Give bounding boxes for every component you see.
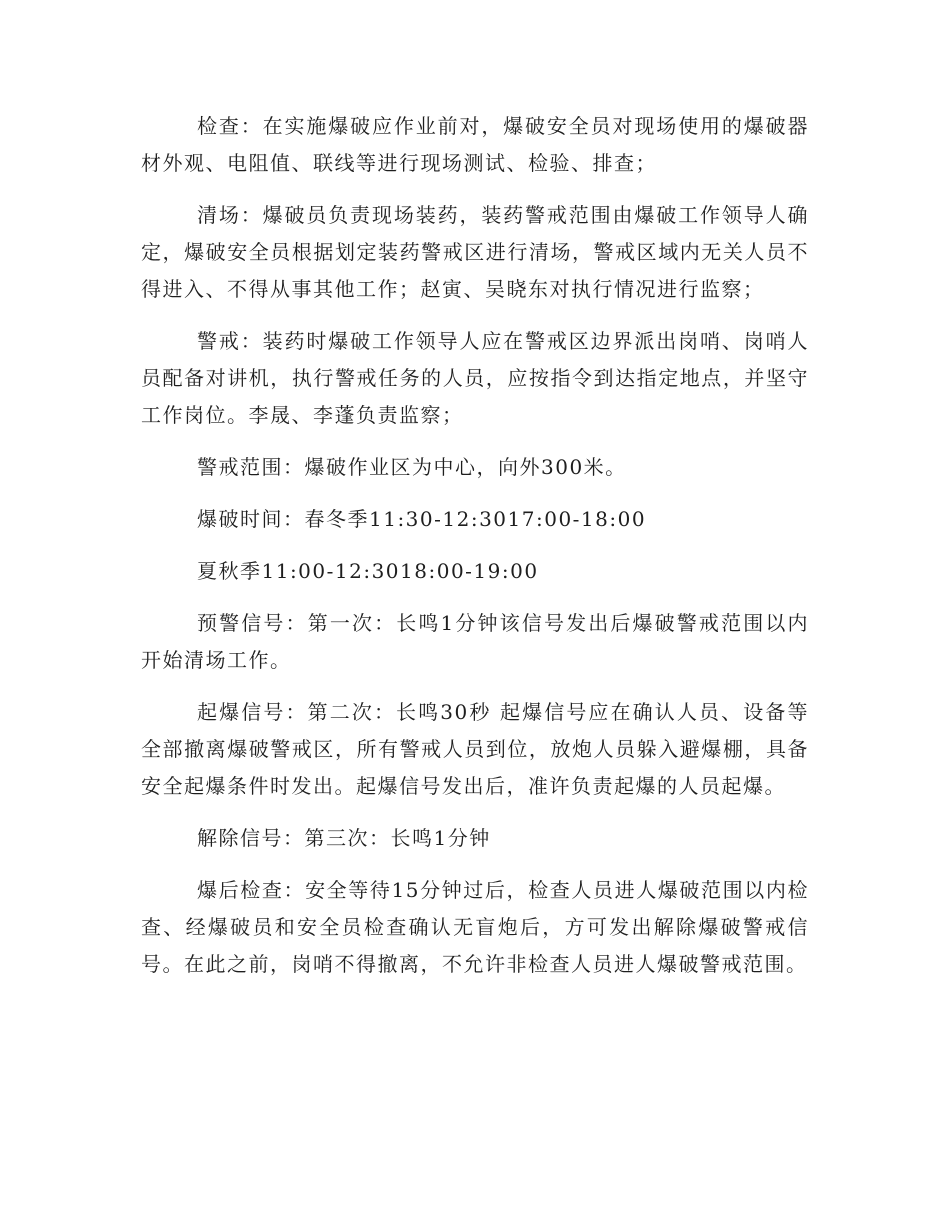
paragraph-detonation-signal: 起爆信号：第二次：长鸣30秒 起爆信号应在确认人员、设备等全部撤离爆破警戒区，所有警戒人员到位，放炮人员躲入避爆棚，具备安全起爆条件时发出。起爆信号发出后，准许负责起爆的人员起爆。 [141,700,809,798]
paragraph-clearing: 清场：爆破员负责现场装药，装药警戒范围由爆破工作领导人确定，爆破安全员根据划定装药警戒区进行清场，警戒区域内无关人员不得进入、不得从事其他工作；赵寅、吴晓东对执行情况进行监察； [141,203,809,301]
paragraph-all-clear-signal: 解除信号：第三次：长鸣1分钟 [197,826,491,850]
document-body [141,108,809,998]
paragraph-warning-signal: 预警信号：第一次：长鸣1分钟该信号发出后爆破警戒范围以内开始清场工作。 [141,611,809,672]
paragraph-guard-range: 警戒范围：爆破作业区为中心，向外300米。 [197,455,627,479]
paragraph-summer-autumn-time: 夏秋季11:00-12:3018:00-19:00 [197,559,539,583]
paragraph-guarding: 警戒：装药时爆破工作领导人应在警戒区边界派出岗哨、岗哨人员配备对讲机，执行警戒任务的人员，应按指令到达指定地点，并坚守工作岗位。李晟、李蓬负责监察； [141,329,809,427]
paragraph-blast-time: 爆破时间：春冬季11:30-12:3017:00-18:00 [197,507,647,531]
paragraph-post-blast-check: 爆后检查：安全等待15分钟过后，检查人员进人爆破范围以内检查、经爆破员和安全员检查确认无盲炮后，方可发出解除爆破警戒信号。在此之前，岗哨不得撤离，不允许非检查人员进人爆破警戒范围。 [141,878,809,976]
paragraph-inspection: 检查：在实施爆破应作业前对，爆破安全员对现场使用的爆破器材外观、电阻值、联线等进行现场测试、检验、排查； [141,114,809,175]
